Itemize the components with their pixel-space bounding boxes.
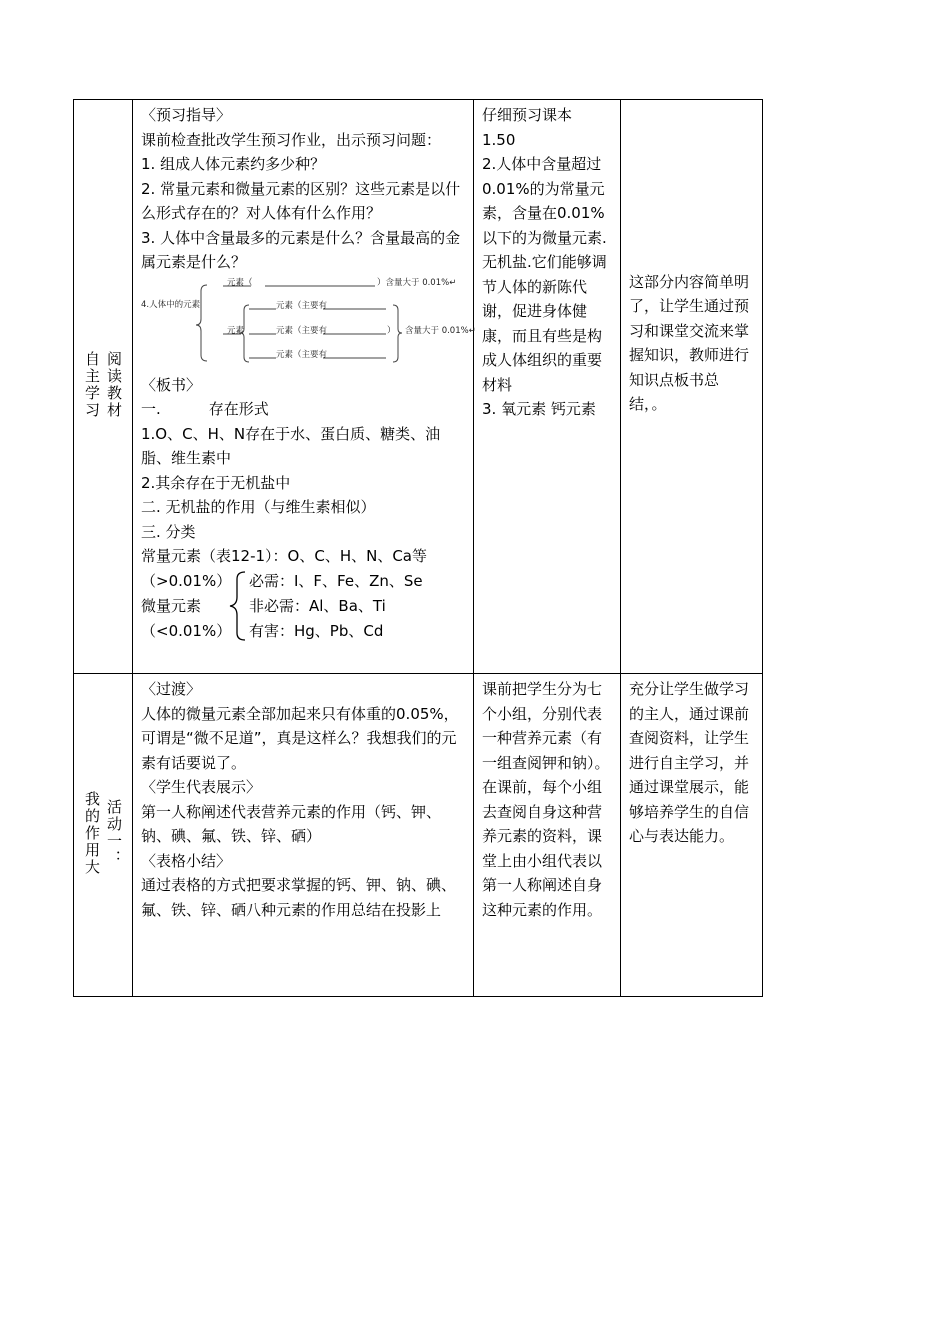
board-line: 一. 存在形式 xyxy=(141,400,269,418)
board-line: 二. 无机盐的作用（与维生素相似） xyxy=(141,498,376,516)
micro-element-classification: （>0.01%） 微量元素 （<0.01%） 必需：I、F、Fe、Zn、Se 非必需：Al、Ba、Ti 有害：Hg、Pb、Cd xyxy=(141,569,465,643)
section-label: 阅读教材 自主学习 xyxy=(83,350,123,419)
section-label-cell xyxy=(74,100,133,674)
design-intent-cell: 这部分内容简单明了，让学生通过预习和课堂交流来掌握知识，教师进行知识点板书总结，。 xyxy=(621,100,763,674)
student-activity-cell: 课前把学生分为七个小组，分别代表一种营养元素（有一组查阅钾和钠）。在课前，每个小组去查阅自身这种营养元素的资料，课堂上由小组代表以第一人称阐述自身这种元素的作用。 xyxy=(474,674,621,997)
lesson-plan-table xyxy=(73,99,763,997)
board-line: 1.O、C、H、N存在于水、蛋白质、糖类、油脂、维生素中 xyxy=(141,424,441,467)
student-activity-cell: 仔细预习课本 1.50 2.人体中含量超过0.01%的为常量元素，含量在0.01%以下的为微量元素.无机盐.它们能够调节人体的新陈代谢，促进身体健康，而且有些是构成人体组织的重要材料 3. 氧元素 钙元素 xyxy=(474,100,621,674)
preview-heading: 〈预习指导〉 xyxy=(141,106,232,124)
teacher-activity-cell xyxy=(133,100,474,674)
section-label: 活动一： 我的作用大 xyxy=(83,790,123,876)
question-1: 1. 组成人体元素约多少种？ xyxy=(141,155,326,173)
section-label-cell xyxy=(74,674,133,997)
table-row xyxy=(74,100,763,674)
table-row xyxy=(74,674,763,997)
element-classification-diagram: 4.人体中的元素 元素（ ）含量大于 0.01%↵ 元素 元素（主要有 元素（主要有 元素（主要有 ） 含量大于 0.01%↵ xyxy=(141,277,465,367)
board-line: 2.其余存在于无机盐中 xyxy=(141,473,291,492)
board-heading: 〈板书〉 xyxy=(141,375,202,394)
board-line: 三. 分类 xyxy=(141,522,196,541)
question-3: 3. 人体中含量最多的元素是什么？含量最高的金属元素是什么？ xyxy=(141,228,461,271)
question-2: 2. 常量元素和微量元素的区别？这些元素是以什么形式存在的？对人体有什么作用？ xyxy=(141,179,461,222)
board-line: 常量元素（表12-1）：O、C、H、N、Ca等 xyxy=(141,547,427,565)
preview-intro: 课前检查批改学生预习作业，出示预习问题： xyxy=(141,130,442,149)
design-intent-cell: 充分让学生做学习的主人，通过课前查阅资料，让学生进行自主学习，并通过课堂展示，能够培养学生的自信心与表达能力。 xyxy=(621,674,763,997)
teacher-activity-cell: 〈过渡〉 人体的微量元素全部加起来只有体重的0.05%，可谓是“微不足道”，真是这样么？我想我们的元素有话要说了。 〈学生代表展示〉 第一人称阐述代表营养元素的作用（钙、钾、钠、碘、氟、铁、锌、硒） 〈表格小结〉 通过表格的方式把要求掌握的钙、钾、钠、碘、氟、铁、锌、硒八种元素的作用总结在投影上 xyxy=(133,674,474,997)
